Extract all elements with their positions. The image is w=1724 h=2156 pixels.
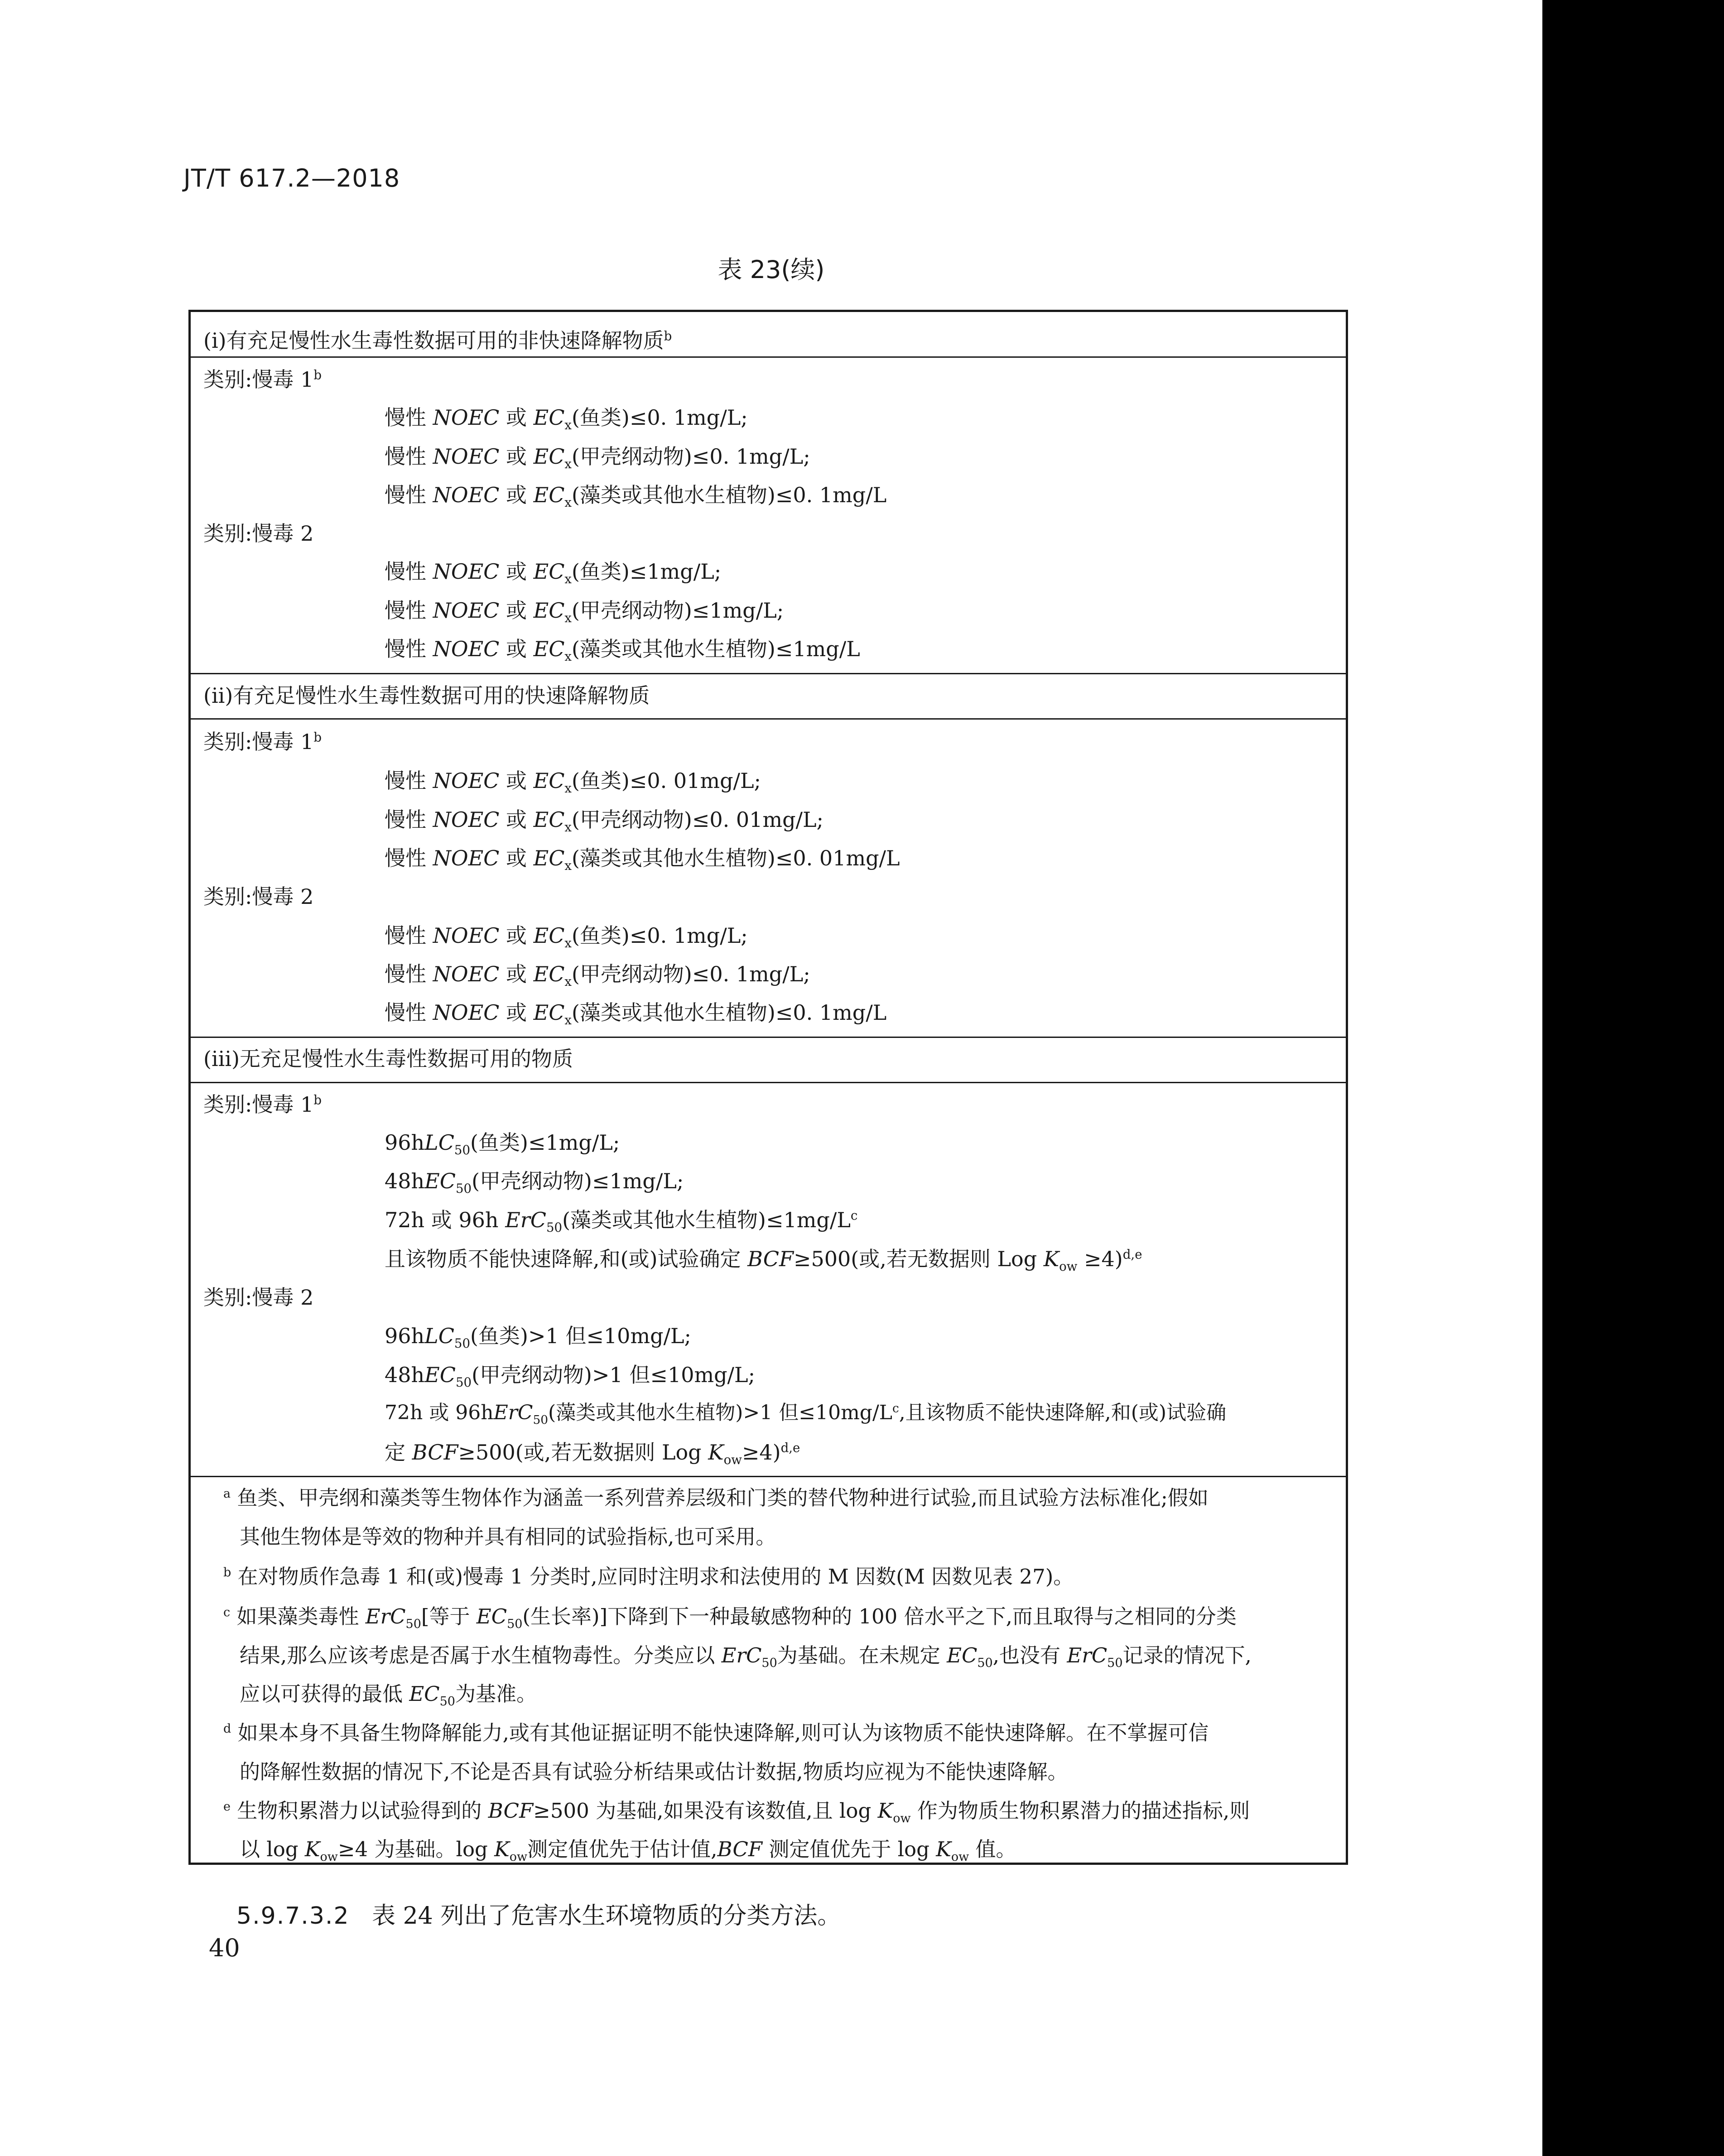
section-i-cat2-line-1: 慢性 NOEC 或 $EC_x$(鱼类)≤1mg/L; bbox=[385, 559, 722, 587]
section-iii-cat1-line-3: 72h 或 96h ErC$_{50}$(藻类或其他水生植物)$\le 1mg/L^c$ bbox=[385, 1208, 858, 1235]
section-i-title: (i)有充足慢性水生毒性数据可用的非快速降解物质$^b$ bbox=[203, 328, 672, 353]
section-iii-cat1-label: 类别:慢毒 1$^b$ bbox=[203, 1092, 322, 1117]
clause-paragraph bbox=[236, 1897, 841, 1930]
footnote-d-line-2: 的降解性数据的情况下,不论是否具有试验分析结果或估计数据,物质均应视为不能快速降解。 bbox=[240, 1760, 1068, 1784]
section-i-cat2-label: 类别:慢毒 2 bbox=[203, 521, 314, 546]
footnote-b: $^b$ 在对物质作急毒 1 和(或)慢毒 1 分类时,应同时注明求和法使用的 M 因数(M 因数见表 27)。 bbox=[223, 1565, 1074, 1589]
section-ii-cat2-line-2: 慢性 NOEC 或 $EC_x$(甲壳纲动物)≤0. 1mg/L; bbox=[385, 962, 810, 989]
section-iii-cat2-line-1: 96hLC$_{50}$(鱼类)>1 但≤10mg/L; bbox=[385, 1324, 692, 1351]
section-i-cat1-line-2: 慢性 NOEC 或 $EC_x$(甲壳纲动物)≤0. 1mg/L; bbox=[385, 444, 810, 472]
table-title: 表 23(续) bbox=[718, 255, 825, 284]
section-iii-cat2-line-2: 48hEC$_{50}$(甲壳纲动物)>1 但≤10mg/L; bbox=[385, 1363, 756, 1390]
classification-table bbox=[188, 310, 1348, 1865]
row-divider bbox=[191, 1037, 1346, 1038]
page-number: 40 bbox=[209, 1934, 240, 1962]
section-ii-cat2-line-1: 慢性 NOEC 或 $EC_x$(鱼类)≤0. 1mg/L; bbox=[385, 923, 748, 951]
section-ii-cat2-label: 类别:慢毒 2 bbox=[203, 884, 314, 909]
section-i-cat1-label: 类别:慢毒 1$^b$ bbox=[203, 367, 322, 392]
section-iii-cat2-label: 类别:慢毒 2 bbox=[203, 1285, 314, 1310]
standard-id: JT/T 617.2—2018 bbox=[183, 164, 400, 192]
footnote-e-line-1: $^e$ 生物积累潜力以试验得到的 BCF≥500 为基础,如果没有该数值,且 $\log K_{ow}$ 作为物质生物积累潜力的描述指标,则 bbox=[223, 1799, 1250, 1825]
section-ii-cat2-line-3: 慢性 NOEC 或 $EC_x$(藻类或其他水生植物)≤0. 1mg/L bbox=[385, 1000, 887, 1028]
section-iii-cat2-line-3: 72h 或 96hErC$_{50}$(藻类或其他水生植物)>1 但$\le 10mg/L^c$,且该物质不能快速降解,和(或)试验确 bbox=[385, 1401, 1227, 1427]
section-ii-cat1-label: 类别:慢毒 1$^b$ bbox=[203, 730, 322, 754]
footnote-a-line-1: $^a$ 鱼类、甲壳纲和藻类等生物体作为涵盖一系列营养层级和门类的替代物种进行试验,而且试验方法标准化;假如 bbox=[223, 1486, 1209, 1510]
footnote-d-line-1: $^d$ 如果本身不具备生物降解能力,或有其他证据证明不能快速降解,则可认为该物质不能快速降解。在不掌握可信 bbox=[223, 1721, 1209, 1745]
clause-number: 5.9.7.3.2 bbox=[236, 1902, 350, 1930]
section-i-cat2-line-2: 慢性 NOEC 或 $EC_x$(甲壳纲动物)≤1mg/L; bbox=[385, 598, 784, 626]
footnote-e-line-2: 以 $\log K_{ow}\ge 4$ 为基础。$\log K_{ow}$测定值优先于估计值,BCF 测定值优先于 $\log K_{ow}$ 值。 bbox=[240, 1837, 1016, 1864]
section-ii-cat1-line-2: 慢性 NOEC 或 $EC_x$(甲壳纲动物)≤0. 01mg/L; bbox=[385, 807, 824, 835]
section-iii-cat1-line-2: 48hEC$_{50}$(甲壳纲动物)≤1mg/L; bbox=[385, 1169, 684, 1196]
section-ii-cat1-line-1: 慢性 NOEC 或 $EC_x$(鱼类)≤0. 01mg/L; bbox=[385, 768, 761, 796]
row-divider bbox=[191, 356, 1346, 358]
row-divider bbox=[191, 1082, 1346, 1083]
row-divider bbox=[191, 673, 1346, 674]
footnote-c-line-3: 应以可获得的最低 $EC_{50}$为基准。 bbox=[240, 1682, 537, 1709]
section-ii-cat1-line-3: 慢性 NOEC 或 $EC_x$(藻类或其他水生植物)≤0. 01mg/L bbox=[385, 846, 900, 874]
row-divider bbox=[191, 718, 1346, 720]
section-i-cat1-line-3: 慢性 NOEC 或 $EC_x$(藻类或其他水生植物)≤0. 1mg/L bbox=[385, 483, 887, 510]
footnote-c-line-2: 结果,那么应该考虑是否属于水生植物毒性。分类应以 ErC$_{50}$为基础。在未规定 $EC_{50}$,也没有 ErC$_{50}$记录的情况下, bbox=[240, 1643, 1252, 1670]
section-iii-cat1-line-4: 且该物质不能快速降解,和(或)试验确定 BCF≥500(或,若无数据则 Log $K_{ow} \ge 4)^{d,e}$ bbox=[385, 1247, 1142, 1274]
scan-edge-bar bbox=[1542, 0, 1724, 2156]
footnote-a-line-2: 其他生物体是等效的物种并具有相同的试验指标,也可采用。 bbox=[240, 1525, 776, 1549]
footnote-c-line-1: $^c$ 如果藻类毒性 ErC$_{50}$[等于 $EC_{50}$(生长率)]下降到下一种最敏感物种的 100 倍水平之下,而且取得与之相同的分类 bbox=[223, 1604, 1237, 1631]
section-i-cat1-line-1: 慢性 NOEC 或 $EC_x$(鱼类)≤0. 1mg/L; bbox=[385, 405, 748, 433]
section-iii-cat2-line-4: 定 BCF≥500(或,若无数据则 Log $K_{ow}\ge 4)^{d,e}$ bbox=[385, 1440, 800, 1468]
section-i-cat2-line-3: 慢性 NOEC 或 $EC_x$(藻类或其他水生植物)≤1mg/L bbox=[385, 637, 860, 664]
section-iii-cat1-line-1: 96hLC$_{50}$(鱼类)≤1mg/L; bbox=[385, 1130, 620, 1158]
section-iii-title: (iii)无充足慢性水生毒性数据可用的物质 bbox=[203, 1047, 573, 1071]
clause-text: 表 24 列出了危害水生环境物质的分类方法。 bbox=[372, 1902, 841, 1930]
section-ii-title: (ii)有充足慢性水生毒性数据可用的快速降解物质 bbox=[203, 683, 650, 708]
row-divider bbox=[191, 1476, 1346, 1477]
